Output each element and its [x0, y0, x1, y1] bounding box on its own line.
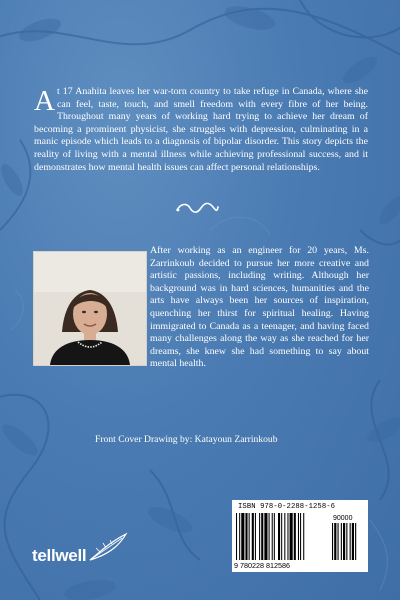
barcode-bar — [298, 513, 299, 560]
barcode-bar — [269, 513, 270, 560]
addon-bar — [338, 523, 339, 560]
barcode-bar — [261, 513, 263, 560]
addon-digits: 90000 — [333, 515, 353, 522]
barcode-bars — [236, 513, 364, 560]
addon-bar — [341, 523, 342, 560]
barcode-bar — [264, 513, 267, 560]
addon-bar — [332, 523, 333, 560]
barcode-bar — [274, 513, 275, 560]
barcode-bar — [281, 513, 282, 560]
publisher-logo — [32, 532, 132, 572]
barcode-bar — [241, 513, 244, 560]
swirl-flourish-icon — [175, 201, 219, 215]
barcode-bar — [255, 513, 256, 560]
book-blurb — [34, 86, 368, 174]
addon-bar — [355, 523, 356, 560]
drop-cap: A — [34, 85, 55, 117]
barcode-bar — [300, 513, 301, 560]
barcode-bar — [239, 513, 240, 560]
addon-bar — [334, 523, 336, 560]
addon-bar — [352, 523, 354, 560]
cover-drawing-credit: Front Cover Drawing by: Katayoun Zarrinkoub — [95, 434, 278, 445]
barcode-bar — [287, 513, 288, 560]
addon-bar — [343, 523, 345, 560]
publisher-name: tellwell — [32, 546, 87, 565]
blurb-text: t 17 Anahita leaves her war-torn country to take refuge in Canada, where she can feel, taste, touch, and smell freedom with every fibre of her being. Throughout many years of working hard trying to achieve her dream of becoming a prominent physicist, she struggles with depression, culminating in a manic episode which leads to a diagnosis of bipolar disorder. This story depicts the reality of living with a mental illness while achieving professional success, and it demonstrates how mental health issues can affect personal relationships. — [34, 86, 368, 173]
barcode-digits: 9 780228 812586 — [234, 561, 290, 570]
barcode-bar — [284, 513, 285, 560]
isbn-barcode — [232, 500, 368, 572]
addon-bar — [350, 523, 351, 560]
addon-bar — [346, 523, 347, 560]
author-photo — [33, 251, 147, 366]
barcode-bar — [245, 513, 247, 560]
barcode-bar — [259, 513, 260, 560]
barcode-bar — [294, 513, 296, 560]
isbn-label: ISBN 978-0-2288-1258-6 — [238, 503, 336, 511]
barcode-bar — [236, 513, 237, 560]
barcode-bar — [249, 513, 250, 560]
barcode-bar — [252, 513, 254, 560]
feather-icon — [86, 532, 130, 562]
author-portrait-illustration — [34, 252, 146, 365]
barcode-bar — [290, 513, 293, 560]
barcode-bar — [272, 513, 273, 560]
barcode-bar — [303, 513, 304, 560]
barcode-bar — [278, 513, 280, 560]
author-bio: After working as an engineer for 20 years, Ms. Zarrinkoub decided to pursue her more creative and artistic passions, including writing. Although her background was in hard sciences, humanities and the arts have always been her sources of inspiration, quenching her thirst for spiritual healing. Having immigrated to Canada as a teenager, and having faced many challenges along the way as she reached for her dreams, she knew she had something to say about mental health. — [150, 245, 369, 370]
